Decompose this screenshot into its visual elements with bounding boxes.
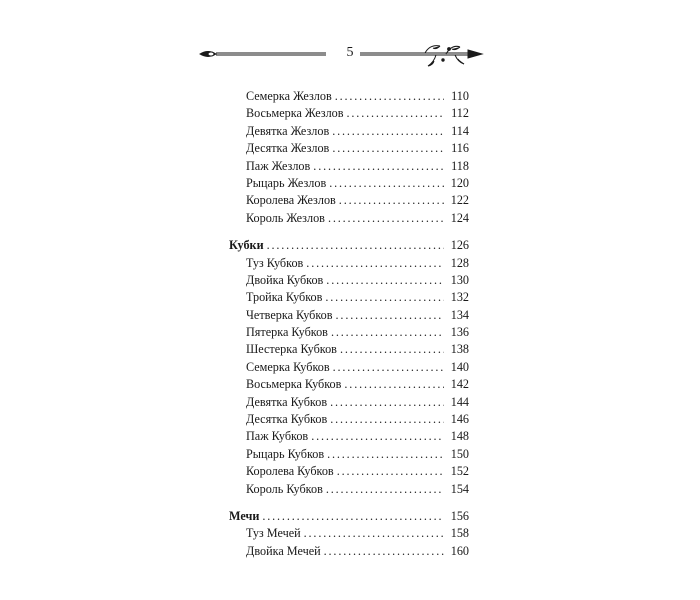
toc-entry-title: Пятерка Кубков [246,325,328,340]
toc-page-number: 146 [450,412,469,427]
toc-leader-dots [329,175,444,192]
toc-page-number: 152 [450,464,469,479]
toc-leader-dots [333,359,444,376]
toc-leader-dots [344,376,444,393]
toc-page-number: 112 [451,106,469,121]
toc-leader-dots [326,481,444,498]
toc-entry[interactable] [229,307,469,324]
toc-page-number: 138 [450,342,469,357]
toc-leader-dots [326,272,444,289]
toc-page-number: 120 [450,175,469,190]
toc-entry[interactable] [229,210,469,227]
page-number: 5 [346,45,354,60]
toc-entry[interactable] [229,446,469,463]
toc-page-number: 142 [450,377,469,392]
toc-entry[interactable] [229,105,469,122]
toc-entry-title: Восьмерка Кубков [246,377,342,392]
toc-entry[interactable] [229,123,469,140]
toc-leader-dots [340,341,444,358]
toc-entry-title: Король Жезлов [246,210,325,225]
toc-entry-title: Рыцарь Кубков [246,446,325,461]
toc-page-number: 114 [451,123,469,138]
toc-page-number: 156 [450,508,469,523]
toc-page-number: 116 [451,141,469,156]
toc-leader-dots [324,543,444,560]
table-of-contents [229,88,469,560]
toc-group-wands [229,88,469,227]
toc-entry[interactable] [229,341,469,358]
toc-leader-dots [332,123,444,140]
toc-entry[interactable] [229,463,469,480]
toc-entry-title: Десятка Жезлов [246,141,330,156]
toc-leader-dots [330,394,444,411]
toc-gap [229,498,469,508]
toc-leader-dots [328,210,444,227]
toc-entry[interactable] [229,255,469,272]
toc-leader-dots [332,140,444,157]
toc-leader-dots [335,88,444,105]
toc-entry[interactable] [229,376,469,393]
toc-leader-dots [339,192,444,209]
toc-entry[interactable] [229,289,469,306]
toc-page-number: 126 [450,238,469,253]
toc-page-number: 160 [450,543,469,558]
toc-leader-dots [267,237,444,254]
toc-entry[interactable] [229,175,469,192]
toc-entry-title: Семерка Жезлов [246,89,332,103]
toc-entry-title: Восьмерка Жезлов [246,106,344,121]
toc-leader-dots [347,105,444,122]
toc-leader-dots [313,158,444,175]
toc-page-number: 144 [450,394,469,409]
toc-entry[interactable] [229,543,469,560]
toc-page-number: 110 [451,89,469,103]
toc-page-number: 118 [451,158,469,173]
toc-entry-title: Паж Кубков [246,429,309,444]
toc-leader-dots [262,508,444,525]
toc-section-cups[interactable] [229,237,469,254]
toc-page-number: 124 [450,210,469,225]
toc-entry[interactable] [229,428,469,445]
toc-page-number: 154 [450,481,469,496]
toc-page-number: 134 [450,307,469,322]
toc-entry-title: Паж Жезлов [246,158,311,173]
toc-leader-dots [331,324,444,341]
toc-group-cups [229,255,469,498]
toc-entry[interactable] [229,481,469,498]
toc-entry-title: Тройка Кубков [246,290,323,305]
toc-section-swords[interactable] [229,508,469,525]
toc-entry[interactable] [229,88,469,105]
toc-page-number: 150 [450,446,469,461]
toc-entry-title: Туз Мечей [246,526,301,541]
page-header [0,40,700,80]
toc-entry-title: Шестерка Кубков [246,342,337,357]
toc-group-swords [229,525,469,560]
toc-page-number: 158 [450,526,469,541]
toc-gap [229,227,469,237]
toc-leader-dots [330,411,444,428]
toc-entry-title: Четверка Кубков [246,307,333,322]
toc-entry-title: Девятка Кубков [246,394,328,409]
toc-entry[interactable] [229,158,469,175]
toc-section-title: Мечи [229,508,260,523]
toc-page-number: 128 [450,255,469,270]
toc-page-number: 140 [450,359,469,374]
toc-entry-title: Девятка Жезлов [246,123,330,138]
toc-entry-title: Король Кубков [246,481,323,496]
toc-entry[interactable] [229,525,469,542]
toc-entry[interactable] [229,411,469,428]
toc-entry[interactable] [229,272,469,289]
toc-page-number: 122 [450,193,469,208]
toc-leader-dots [306,255,444,272]
toc-page-number: 132 [450,290,469,305]
toc-entry-title: Королева Кубков [246,464,334,479]
toc-page-number: 136 [450,325,469,340]
toc-leader-dots [311,428,444,445]
toc-leader-dots [336,307,444,324]
toc-page-number: 148 [450,429,469,444]
toc-page-number: 130 [450,272,469,287]
toc-entry-title: Двойка Мечей [246,543,321,558]
toc-entry[interactable] [229,394,469,411]
toc-entry[interactable] [229,140,469,157]
toc-leader-dots [325,289,444,306]
toc-entry-title: Рыцарь Жезлов [246,175,327,190]
toc-entry-title: Двойка Кубков [246,272,324,287]
toc-entry-title: Королева Жезлов [246,193,336,208]
toc-entry-title: Семерка Кубков [246,359,330,374]
toc-entry[interactable] [229,324,469,341]
toc-entry-title: Десятка Кубков [246,412,328,427]
toc-entry[interactable] [229,192,469,209]
toc-leader-dots [327,446,444,463]
toc-leader-dots [304,525,444,542]
toc-entry[interactable] [229,359,469,376]
toc-entry-title: Туз Кубков [246,255,304,270]
toc-section-title: Кубки [229,238,264,253]
toc-leader-dots [337,463,444,480]
